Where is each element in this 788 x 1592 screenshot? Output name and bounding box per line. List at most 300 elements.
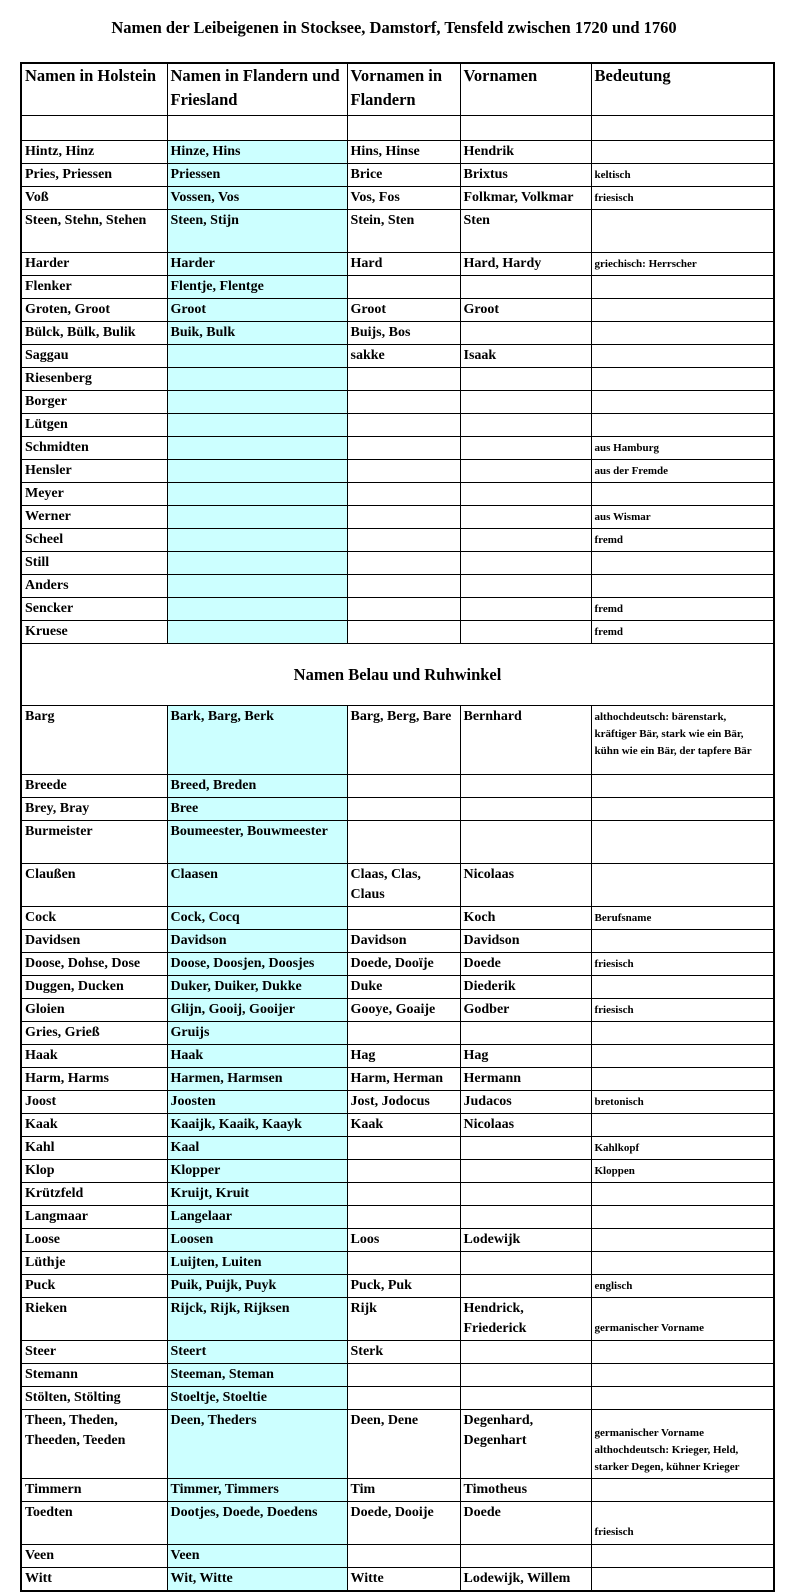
bedeutung-text: aus Hamburg [594,442,659,454]
bedeutung-cell [591,1364,774,1387]
vorname-flandern-cell: sakke [347,345,460,368]
bedeutung-text [595,977,771,979]
name-holstein-cell: Pries, Priessen [21,164,167,187]
name-flandern-cell: Hinze, Hins [167,141,347,164]
vorname-flandern-cell [347,437,460,460]
bedeutung-text [595,865,771,867]
table-row [21,1341,774,1364]
table-row [21,1045,774,1068]
vorname-flandern-cell [347,1160,460,1183]
vorname-cell [460,460,591,483]
vorname-cell [460,483,591,506]
vorname-cell: Timotheus [460,1479,591,1502]
bedeutung-cell [591,253,774,276]
vorname-cell: Hendrik [460,141,591,164]
vorname-flandern-cell [347,598,460,621]
bedeutung-cell [591,1298,774,1341]
bedeutung-cell [591,930,774,953]
name-holstein-cell: Saggau [21,345,167,368]
name-holstein-cell: Claußen [21,864,167,907]
vorname-flandern-cell: Jost, Jodocus [347,1091,460,1114]
vorname-flandern-cell: Doede, Dooïje [347,953,460,976]
name-holstein-cell: Veen [21,1545,167,1568]
vorname-cell: Nicolaas [460,1114,591,1137]
vorname-flandern-cell: Buijs, Bos [347,322,460,345]
name-holstein-cell: Werner [21,506,167,529]
name-flandern-cell: Bark, Barg, Berk [167,706,347,775]
table-row [21,1160,774,1183]
table-row [21,187,774,210]
bedeutung-cell [591,164,774,187]
name-flandern-cell: Bree [167,798,347,821]
vorname-flandern-cell: Rijk [347,1298,460,1341]
name-holstein-cell: Voß [21,187,167,210]
bedeutung-text [595,1069,771,1071]
bedeutung-text [595,1230,771,1232]
name-holstein-cell: Duggen, Ducken [21,976,167,999]
bedeutung-cell [591,210,774,253]
name-flandern-cell: Buik, Bulk [167,322,347,345]
name-holstein-cell: Hintz, Hinz [21,141,167,164]
table-row [21,1114,774,1137]
table-row [21,1502,774,1545]
name-flandern-cell [167,345,347,368]
vorname-flandern-cell: Hag [347,1045,460,1068]
empty-row [21,116,774,141]
bedeutung-text [595,1253,771,1255]
name-flandern-cell [167,483,347,506]
name-holstein-cell: Still [21,552,167,575]
name-flandern-cell [167,368,347,391]
bedeutung-text [595,1342,771,1344]
bedeutung-text: keltisch [594,169,631,181]
name-holstein-cell: Barg [21,706,167,775]
table-row [21,1229,774,1252]
bedeutung-text [595,415,771,417]
bedeutung-text [595,576,771,578]
bedeutung-text: Kloppen [594,1165,635,1177]
vorname-flandern-cell [347,775,460,798]
name-flandern-cell: Steert [167,1341,347,1364]
table-row [21,552,774,575]
bedeutung-text: germanischer Vorname althochdeutsch: Krieger, Held, starker Degen, kühner Krieger [594,1427,740,1473]
vorname-cell [460,552,591,575]
bedeutung-text: friesisch [594,192,634,204]
table-row [21,414,774,437]
name-flandern-cell: Duker, Duiker, Dukke [167,976,347,999]
bedeutung-cell [591,598,774,621]
bedeutung-cell [591,1091,774,1114]
table-row [21,1068,774,1091]
bedeutung-cell [591,322,774,345]
name-holstein-cell: Burmeister [21,821,167,864]
vorname-cell [460,821,591,864]
vorname-cell: Sten [460,210,591,253]
table-row [21,907,774,930]
name-holstein-cell: Bülck, Bülk, Bulik [21,322,167,345]
vorname-flandern-cell [347,391,460,414]
name-flandern-cell [167,437,347,460]
bedeutung-text [595,369,771,371]
table-row [21,930,774,953]
name-flandern-cell: Harder [167,253,347,276]
bedeutung-text [595,484,771,486]
bedeutung-cell [591,437,774,460]
name-holstein-cell: Brey, Bray [21,798,167,821]
vorname-cell [460,529,591,552]
table-row [21,322,774,345]
vorname-flandern-cell: Brice [347,164,460,187]
bedeutung-cell [591,368,774,391]
name-flandern-cell: Kaal [167,1137,347,1160]
bedeutung-cell [591,907,774,930]
vorname-flandern-cell [347,1183,460,1206]
name-flandern-cell: Steen, Stijn [167,210,347,253]
bedeutung-text [595,553,771,555]
vorname-flandern-cell: Claas, Clas, Claus [347,864,460,907]
vorname-cell: Hard, Hardy [460,253,591,276]
bedeutung-text [595,346,771,348]
table-row [21,821,774,864]
bedeutung-text: englisch [594,1280,633,1292]
vorname-flandern-cell: Gooye, Goaije [347,999,460,1022]
bedeutung-text: fremd [594,603,624,615]
vorname-flandern-cell [347,460,460,483]
vorname-flandern-cell: Kaak [347,1114,460,1137]
table-row [21,1364,774,1387]
vorname-flandern-cell [347,1364,460,1387]
vorname-cell [460,276,591,299]
name-holstein-cell: Borger [21,391,167,414]
name-flandern-cell: Timmer, Timmers [167,1479,347,1502]
vorname-cell: Judacos [460,1091,591,1114]
vorname-cell [460,1545,591,1568]
table-row [21,999,774,1022]
vorname-cell: Lodewijk [460,1229,591,1252]
bedeutung-cell [591,1568,774,1592]
vorname-cell [460,506,591,529]
bedeutung-text: germanischer Vorname [594,1322,704,1334]
name-flandern-cell: Puik, Puijk, Puyk [167,1275,347,1298]
bedeutung-cell [591,621,774,644]
vorname-cell: Doede [460,953,591,976]
name-flandern-cell [167,460,347,483]
header-row [21,63,774,116]
vorname-flandern-cell: Doede, Dooije [347,1502,460,1545]
bedeutung-text [595,1046,771,1048]
name-flandern-cell: Langelaar [167,1206,347,1229]
table-row [21,299,774,322]
table-row [21,706,774,775]
bedeutung-cell [591,552,774,575]
table-row [21,1275,774,1298]
name-holstein-cell: Langmaar [21,1206,167,1229]
vorname-cell [460,437,591,460]
name-holstein-cell: Toedten [21,1502,167,1545]
vorname-cell: Hendrick, Friederick [460,1298,591,1341]
bedeutung-cell [591,575,774,598]
name-holstein-cell: Harm, Harms [21,1068,167,1091]
bedeutung-text [595,1184,771,1186]
vorname-cell: Diederik [460,976,591,999]
vorname-flandern-cell: Harm, Herman [347,1068,460,1091]
vorname-flandern-cell [347,575,460,598]
table-row [21,141,774,164]
name-flandern-cell: Klopper [167,1160,347,1183]
table-row [21,483,774,506]
bedeutung-text [595,931,771,933]
name-flandern-cell: Gruijs [167,1022,347,1045]
vorname-flandern-cell: Witte [347,1568,460,1592]
name-flandern-cell [167,552,347,575]
name-holstein-cell: Meyer [21,483,167,506]
name-holstein-cell: Steer [21,1341,167,1364]
table-row [21,391,774,414]
name-holstein-cell: Joost [21,1091,167,1114]
vorname-cell [460,322,591,345]
name-flandern-cell: Priessen [167,164,347,187]
bedeutung-text [595,776,771,778]
header-namen-flandern-friesland: Namen in Flandern und Friesland [167,63,347,116]
name-flandern-cell: Flentje, Flentge [167,276,347,299]
bedeutung-text [595,1207,771,1209]
vorname-cell [460,1275,591,1298]
vorname-flandern-cell: Tim [347,1479,460,1502]
vorname-flandern-cell: Duke [347,976,460,999]
bedeutung-text [595,799,771,801]
vorname-flandern-cell: Loos [347,1229,460,1252]
table-row [21,437,774,460]
table-row [21,775,774,798]
name-flandern-cell: Glijn, Gooij, Gooijer [167,999,347,1022]
name-holstein-cell: Hensler [21,460,167,483]
table-row [21,953,774,976]
vorname-flandern-cell [347,1206,460,1229]
bedeutung-cell [591,460,774,483]
bedeutung-cell [591,953,774,976]
table-row [21,1410,774,1479]
vorname-cell [460,775,591,798]
table-row [21,1387,774,1410]
table-row [21,210,774,253]
name-flandern-cell [167,529,347,552]
bedeutung-cell [591,1252,774,1275]
vorname-flandern-cell: Sterk [347,1341,460,1364]
bedeutung-text [595,822,771,824]
bedeutung-text: fremd [594,626,624,638]
bedeutung-cell [591,483,774,506]
bedeutung-text: aus der Fremde [594,465,669,477]
vorname-cell [460,1387,591,1410]
bedeutung-text [595,211,771,213]
bedeutung-text: friesisch [594,1004,634,1016]
vorname-cell: Folkmar, Volkmar [460,187,591,210]
table-row [21,1568,774,1592]
name-flandern-cell: Boumeester, Bouwmeester [167,821,347,864]
name-flandern-cell: Luijten, Luiten [167,1252,347,1275]
table-row [21,345,774,368]
name-holstein-cell: Scheel [21,529,167,552]
bedeutung-text [595,1569,771,1571]
name-holstein-cell: Kaak [21,1114,167,1137]
vorname-flandern-cell [347,552,460,575]
vorname-flandern-cell: Vos, Fos [347,187,460,210]
vorname-cell [460,1364,591,1387]
name-flandern-cell: Breed, Breden [167,775,347,798]
empty-cell [591,116,774,141]
bedeutung-text: bretonisch [594,1096,644,1108]
table-row [21,976,774,999]
bedeutung-cell [591,1502,774,1545]
name-flandern-cell: Kaaijk, Kaaik, Kaayk [167,1114,347,1137]
bedeutung-text: friesisch [594,958,634,970]
bedeutung-cell [591,276,774,299]
bedeutung-cell [591,529,774,552]
name-flandern-cell: Veen [167,1545,347,1568]
bedeutung-cell [591,1137,774,1160]
vorname-cell: Koch [460,907,591,930]
bedeutung-cell [591,187,774,210]
table-row [21,575,774,598]
name-flandern-cell: Stoeltje, Stoeltie [167,1387,347,1410]
name-holstein-cell: Gries, Grieß [21,1022,167,1045]
bedeutung-text [595,1546,771,1548]
vorname-flandern-cell [347,1137,460,1160]
vorname-cell: Hag [460,1045,591,1068]
name-flandern-cell [167,621,347,644]
name-holstein-cell: Kruese [21,621,167,644]
name-holstein-cell: Kahl [21,1137,167,1160]
vorname-flandern-cell [347,529,460,552]
bedeutung-text [595,300,771,302]
vorname-flandern-cell [347,483,460,506]
name-holstein-cell: Witt [21,1568,167,1592]
table-row [21,164,774,187]
vorname-flandern-cell: Davidson [347,930,460,953]
bedeutung-cell [591,141,774,164]
vorname-cell: Lodewijk, Willem [460,1568,591,1592]
vorname-flandern-cell: Groot [347,299,460,322]
vorname-flandern-cell [347,506,460,529]
vorname-cell [460,1252,591,1275]
name-flandern-cell: Deen, Theders [167,1410,347,1479]
table-row [21,506,774,529]
section-title: Namen Belau und Ruhwinkel [21,644,774,706]
bedeutung-text [595,323,771,325]
vorname-cell [460,1022,591,1045]
vorname-flandern-cell: Deen, Dene [347,1410,460,1479]
bedeutung-text: aus Wismar [594,511,651,523]
vorname-flandern-cell [347,1545,460,1568]
name-flandern-cell [167,414,347,437]
name-holstein-cell: Lüthje [21,1252,167,1275]
bedeutung-cell [591,414,774,437]
name-holstein-cell: Schmidten [21,437,167,460]
bedeutung-text [595,1115,771,1117]
header-vornamen: Vornamen [460,63,591,116]
vorname-cell: Bernhard [460,706,591,775]
bedeutung-cell [591,1114,774,1137]
table-row [21,1091,774,1114]
table-row [21,1545,774,1568]
vorname-cell [460,621,591,644]
table-row [21,1298,774,1341]
name-holstein-cell: Cock [21,907,167,930]
name-holstein-cell: Lütgen [21,414,167,437]
vorname-cell [460,1206,591,1229]
name-flandern-cell: Cock, Cocq [167,907,347,930]
name-flandern-cell [167,391,347,414]
name-holstein-cell: Loose [21,1229,167,1252]
name-flandern-cell: Vossen, Vos [167,187,347,210]
vorname-flandern-cell: Puck, Puk [347,1275,460,1298]
bedeutung-cell [591,1341,774,1364]
bedeutung-cell [591,1479,774,1502]
vorname-flandern-cell: Hins, Hinse [347,141,460,164]
bedeutung-text: Kahlkopf [594,1142,640,1154]
vorname-cell: Nicolaas [460,864,591,907]
vorname-cell [460,1341,591,1364]
vorname-cell: Davidson [460,930,591,953]
bedeutung-text: griechisch: Herrscher [594,258,697,270]
vorname-cell [460,1137,591,1160]
table-row [21,460,774,483]
table-row [21,1206,774,1229]
vorname-cell [460,575,591,598]
name-flandern-cell [167,598,347,621]
table-row [21,1183,774,1206]
bedeutung-cell [591,506,774,529]
vorname-flandern-cell [347,1252,460,1275]
name-flandern-cell: Kruijt, Kruit [167,1183,347,1206]
table-row [21,598,774,621]
name-holstein-cell: Haak [21,1045,167,1068]
bedeutung-cell [591,391,774,414]
bedeutung-cell [591,1410,774,1479]
name-flandern-cell [167,575,347,598]
bedeutung-cell [591,1229,774,1252]
table-row [21,1022,774,1045]
vorname-cell [460,1160,591,1183]
name-flandern-cell: Wit, Witte [167,1568,347,1592]
bedeutung-cell [591,345,774,368]
bedeutung-cell [591,999,774,1022]
name-holstein-cell: Krützfeld [21,1183,167,1206]
name-holstein-cell: Riesenberg [21,368,167,391]
table-row [21,276,774,299]
name-flandern-cell: Harmen, Harmsen [167,1068,347,1091]
bedeutung-cell [591,1022,774,1045]
vorname-cell [460,391,591,414]
names-table [20,62,775,1592]
bedeutung-text [595,142,771,144]
name-holstein-cell: Stölten, Stölting [21,1387,167,1410]
bedeutung-cell [591,706,774,775]
bedeutung-text [595,277,771,279]
name-holstein-cell: Sencker [21,598,167,621]
name-holstein-cell: Breede [21,775,167,798]
name-holstein-cell: Harder [21,253,167,276]
vorname-flandern-cell [347,907,460,930]
name-holstein-cell: Stemann [21,1364,167,1387]
vorname-cell [460,798,591,821]
bedeutung-cell [591,1160,774,1183]
vorname-cell [460,414,591,437]
name-holstein-cell: Gloien [21,999,167,1022]
vorname-cell: Isaak [460,345,591,368]
table-row [21,798,774,821]
bedeutung-text: fremd [594,534,624,546]
